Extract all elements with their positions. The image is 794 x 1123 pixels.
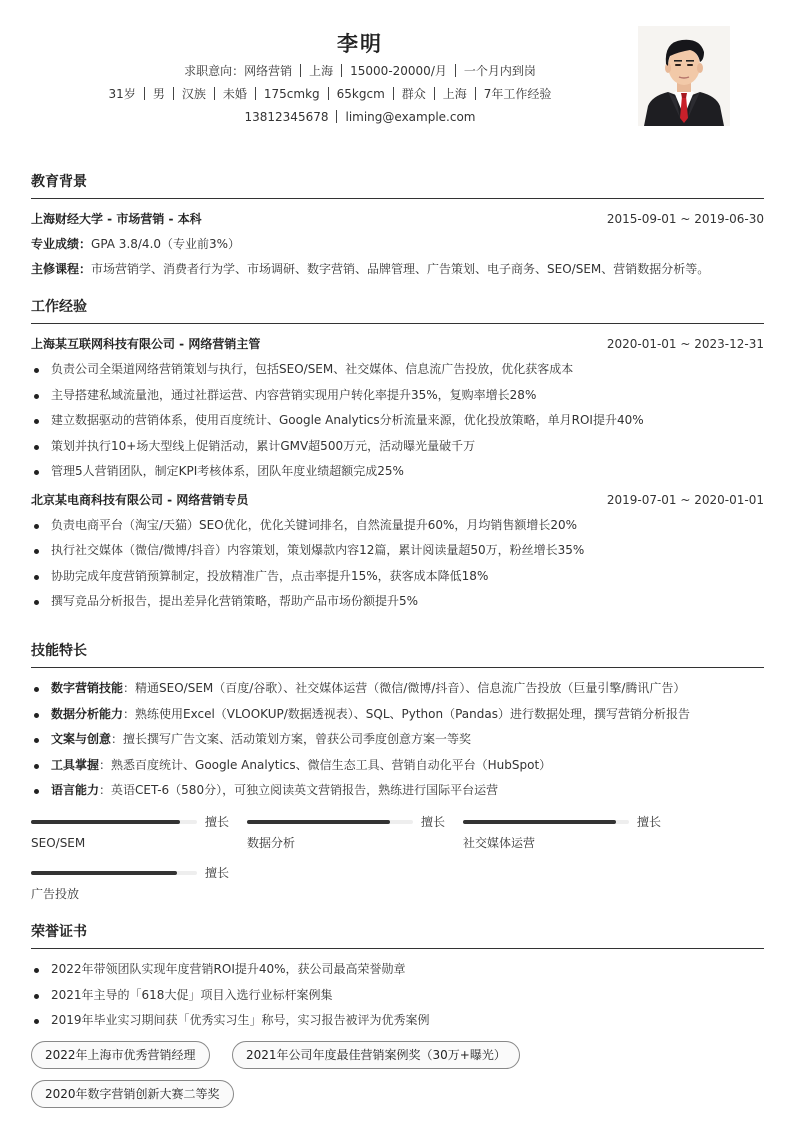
divider [393, 87, 394, 100]
avatar [638, 26, 730, 126]
divider [255, 87, 256, 100]
courses-value: 市场营销学、消费者行为学、市场调研、数字营销、品牌管理、广告策划、电子商务、SEO/SEM、营销数据分析等。 [91, 262, 710, 276]
education-entry-head [31, 207, 764, 232]
skill-desc: ：英语CET-6（580分），可独立阅读英文营销报告，熟练进行国际平台运营 [99, 783, 499, 797]
residence: 上海 [442, 87, 467, 101]
ethnicity: 汉族 [181, 87, 206, 101]
honors-section [31, 922, 764, 1034]
email[interactable]: liming@example.com [345, 110, 476, 124]
list-item: 2019年毕业实习期间获「优秀实习生」称号，实习报告被评为优秀案例 [31, 1008, 764, 1034]
job-entry [31, 332, 764, 485]
intent-city: 上海 [309, 64, 334, 78]
list-item: 建立数据驱动的营销体系，使用百度统计、Google Analytics分析流量来源，优化投放策略，单月ROI提升40% [31, 408, 764, 434]
candidate-name: 李明 [337, 32, 383, 56]
skill-key: 数字营销技能 [51, 681, 124, 695]
list-item [31, 778, 764, 804]
list-item: 管理5人营销团队，制定KPI考核体系，团队年度业绩超额完成25% [31, 459, 764, 485]
skill-desc: ：熟练使用Excel（VLOOKUP/数据透视表）、SQL、Python（Pandas）进行数据处理，撰写营销分析报告 [123, 706, 690, 721]
job-intent-line [90, 60, 630, 83]
skill-key: 语言能力 [51, 783, 100, 797]
honors-list [31, 957, 764, 1034]
divider [336, 110, 337, 123]
skill-label: 数据分析 [247, 836, 296, 850]
job-head [31, 332, 764, 357]
skill-bar-fill [31, 820, 180, 824]
list-item [31, 727, 764, 753]
skills-list [31, 676, 764, 804]
age: 31岁 [108, 87, 136, 101]
skills-section [31, 641, 764, 804]
section-title-education: 教育背景 [31, 172, 764, 199]
skill-bar-item [463, 814, 663, 859]
gender: 男 [152, 87, 165, 101]
list-item [31, 676, 764, 702]
job-date: 2019-07-01 ~ 2020-01-01 [606, 492, 764, 507]
education-section [31, 172, 764, 282]
list-item: 主导搭建私域流量池，通过社群运营、内容营销实现用户转化率提升35%，复购率增长28% [31, 383, 764, 409]
skill-key: 文案与创意 [51, 732, 112, 746]
section-title-skills: 技能特长 [31, 641, 764, 668]
list-item: 2022年带领团队实现年度营销ROI提升40%，获公司最高荣誉勋章 [31, 957, 764, 983]
list-item: 2021年主导的「618大促」项目入选行业标杆案例集 [31, 983, 764, 1009]
skill-bar-item [31, 865, 231, 910]
skill-label: 社交媒体运营 [463, 836, 536, 850]
skill-level: 擅长 [205, 815, 230, 829]
job-entry [31, 488, 764, 615]
skill-desc: ：精通SEO/SEM（百度/谷歌）、社交媒体运营（微信/微博/抖音）、信息流广告投放（巨量引擎/腾讯广告） [123, 681, 686, 695]
job-head [31, 488, 764, 513]
section-title-honors: 荣誉证书 [31, 922, 764, 949]
skill-level: 擅长 [637, 815, 662, 829]
skill-bar-item [247, 814, 447, 859]
award-tag: 2021年公司年度最佳营销案例奖（30万+曝光） [232, 1041, 520, 1069]
job-duties [31, 513, 764, 615]
divider [214, 87, 215, 100]
political-status: 群众 [401, 87, 426, 101]
list-item: 执行社交媒体（微信/微博/抖音）内容策划，策划爆款内容12篇，累计阅读量超50万，粉丝增长35% [31, 538, 764, 564]
skill-bar-item [31, 814, 231, 859]
job-company-position: 上海某互联网科技有限公司 - 网络营销主管 [31, 337, 261, 351]
skill-key: 工具掌握 [51, 757, 100, 772]
skill-desc: ：擅长撰写广告文案、活动策划方案，曾获公司季度创意方案一等奖 [111, 732, 472, 746]
phone[interactable]: 13812345678 [244, 110, 329, 124]
list-item: 撰写竞品分析报告，提出差异化营销策略，帮助产品市场份额提升5% [31, 589, 764, 615]
skill-level: 擅长 [421, 815, 446, 829]
divider [144, 87, 145, 100]
divider [300, 64, 301, 77]
courses-row [31, 257, 764, 282]
divider [341, 64, 342, 77]
job-date: 2020-01-01 ~ 2023-12-31 [606, 337, 764, 351]
list-item: 策划并执行10+场大型线上促销活动，累计GMV超500万元，活动曝光量破千万 [31, 434, 764, 460]
gpa-label: 专业成绩： [31, 237, 92, 251]
job-intent: 求职意向：网络营销 [184, 64, 293, 78]
skill-label: SEO/SEM [31, 836, 86, 850]
divider [434, 87, 435, 100]
skill-label: 广告投放 [31, 887, 80, 901]
skill-bar-track [463, 820, 629, 824]
list-item: 负责电商平台（淘宝/天猫）SEO优化，优化关键词排名，自然流量提升60%，月均销售额增长20% [31, 513, 764, 539]
height: 175cmkg [263, 87, 320, 101]
skill-bar-track [31, 871, 197, 875]
work-years: 7年工作经验 [483, 87, 552, 101]
award-tag: 2020年数字营销创新大赛二等奖 [31, 1080, 234, 1108]
intent-availability: 一个月内到岗 [463, 64, 536, 78]
resume-header [30, 28, 630, 129]
gpa-value: GPA 3.8/4.0（专业前3%） [91, 237, 241, 251]
marital-status: 未婚 [222, 87, 247, 101]
basic-info-line [30, 83, 630, 106]
contact-line [90, 106, 630, 129]
list-item: 负责公司全渠道网络营销策划与执行，包括SEO/SEM、社交媒体、信息流广告投放，优化获客成本 [31, 357, 764, 383]
skill-bar-fill [463, 820, 616, 824]
list-item [31, 702, 764, 728]
skill-bar-fill [247, 820, 390, 824]
list-item: 协助完成年度营销预算制定，投放精准广告，点击率提升15%，获客成本降低18% [31, 564, 764, 590]
skill-bar-track [247, 820, 413, 824]
gpa-row [31, 232, 764, 257]
avatar-portrait-icon [638, 26, 730, 126]
skill-bar-fill [31, 871, 177, 875]
job-duties [31, 357, 764, 485]
education-date: 2015-09-01 ~ 2019-06-30 [606, 212, 764, 226]
list-item [31, 753, 764, 779]
skill-level: 擅长 [205, 866, 230, 880]
divider [475, 87, 476, 100]
divider [328, 87, 329, 100]
skill-key: 数据分析能力 [51, 706, 124, 721]
work-section [31, 297, 764, 615]
divider [455, 64, 456, 77]
courses-label: 主修课程： [31, 262, 92, 276]
intent-salary: 15000-20000/月 [350, 64, 447, 78]
weight: 65kgcm [336, 87, 385, 101]
skill-bar-track [31, 820, 197, 824]
skill-desc: ：熟悉百度统计、Google Analytics、微信生态工具、营销自动化平台（HubSpot） [99, 757, 552, 772]
section-title-work: 工作经验 [31, 297, 764, 324]
award-tag: 2022年上海市优秀营销经理 [31, 1041, 210, 1069]
job-company-position: 北京某电商科技有限公司 - 网络营销专员 [31, 492, 249, 507]
school-major-degree: 上海财经大学 - 市场营销 - 本科 [31, 212, 202, 226]
divider [173, 87, 174, 100]
